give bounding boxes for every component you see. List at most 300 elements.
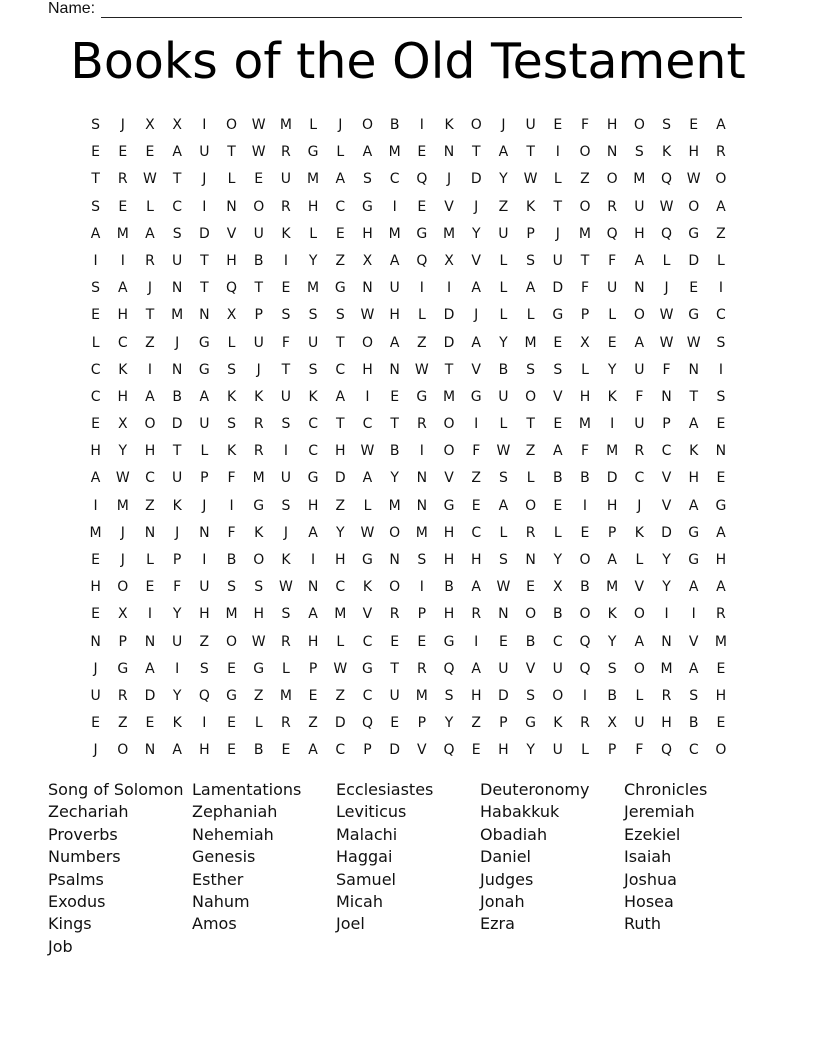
grid-letter: U <box>280 171 292 188</box>
grid-letter: H <box>362 225 373 242</box>
grid-letter: E <box>716 660 726 677</box>
grid-letter: I <box>202 715 207 732</box>
grid-letter: I <box>93 252 98 269</box>
grid-letter: T <box>172 171 182 188</box>
grid-letter: T <box>172 443 182 460</box>
grid-row <box>82 302 735 329</box>
grid-letter: A <box>362 144 373 161</box>
grid-letter: X <box>226 307 237 324</box>
grid-letter: L <box>254 715 263 732</box>
grid-letter: I <box>582 687 588 704</box>
grid-letter: N <box>362 280 373 297</box>
grid-letter: O <box>525 388 537 405</box>
grid-letter: G <box>688 524 700 541</box>
grid-letter: G <box>416 225 428 242</box>
grid-letter: C <box>362 633 373 650</box>
grid-letter: C <box>308 443 318 460</box>
grid-letter: T <box>336 416 345 433</box>
grid-letter: C <box>335 579 346 596</box>
grid-letter: W <box>143 171 157 188</box>
grid-letter: B <box>389 443 400 460</box>
grid-letter: W <box>115 470 130 487</box>
grid-letter: Z <box>335 687 346 704</box>
grid-letter: N <box>226 198 237 215</box>
grid-letter: S <box>716 334 726 351</box>
grid-row <box>82 438 735 465</box>
grid-letter: G <box>688 225 700 242</box>
grid-letter: T <box>526 416 535 433</box>
grid-letter: N <box>90 633 101 650</box>
grid-letter: E <box>716 470 726 487</box>
grid-letter: W <box>414 361 429 378</box>
grid-letter: C <box>90 388 101 405</box>
grid-letter: Y <box>607 361 617 378</box>
grid-letter: X <box>172 117 182 133</box>
grid-letter: T <box>444 361 454 378</box>
grid-letter: I <box>283 252 288 269</box>
word-list-item: Leviticus <box>336 802 407 822</box>
grid-letter: E <box>689 280 699 297</box>
grid-letter: G <box>552 307 564 324</box>
grid-letter: Y <box>662 579 671 596</box>
grid-letter: H <box>335 443 346 460</box>
grid-letter: O <box>144 416 156 433</box>
grid-letter: C <box>471 524 482 541</box>
grid-letter: S <box>281 606 291 623</box>
grid-letter: N <box>199 307 210 324</box>
grid-letter: D <box>443 307 455 324</box>
grid-letter: F <box>580 280 589 297</box>
grid-letter: V <box>634 579 645 596</box>
grid-letter: H <box>443 524 455 541</box>
grid-letter: L <box>363 497 372 514</box>
grid-letter: B <box>498 361 509 378</box>
grid-row <box>82 465 735 492</box>
grid-letter: O <box>688 198 700 215</box>
grid-letter: A <box>471 660 481 677</box>
grid-letter: M <box>578 225 592 242</box>
grid-letter: R <box>389 606 400 623</box>
grid-letter: Z <box>716 225 726 242</box>
grid-letter: S <box>172 225 182 242</box>
grid-letter: K <box>281 225 291 242</box>
grid-letter: A <box>117 280 128 297</box>
grid-letter: I <box>419 280 424 297</box>
grid-letter: E <box>227 742 236 759</box>
grid-letter: M <box>633 171 646 188</box>
grid-letter: Q <box>606 225 618 242</box>
grid-letter: S <box>526 687 536 704</box>
grid-letter: H <box>90 579 101 596</box>
word-list-item: Lamentations <box>192 780 302 799</box>
grid-letter: B <box>552 606 563 623</box>
grid-letter: H <box>443 552 455 568</box>
grid-row <box>82 520 735 547</box>
grid-letter: N <box>634 280 645 297</box>
grid-letter: M <box>415 524 428 541</box>
grid-letter: C <box>716 307 726 324</box>
grid-letter: Z <box>253 687 264 704</box>
grid-letter: P <box>200 470 209 487</box>
grid-letter: L <box>282 660 290 677</box>
grid-letter: E <box>580 524 590 541</box>
word-list-item: Psalms <box>48 869 104 889</box>
grid-letter: L <box>553 171 562 188</box>
grid-letter: E <box>118 198 128 215</box>
grid-letter: L <box>336 144 345 161</box>
grid-letter: L <box>499 524 508 541</box>
grid-letter: U <box>498 225 509 242</box>
grid-letter: Z <box>498 198 509 215</box>
grid-letter: Y <box>553 552 563 568</box>
word-list-item: Samuel <box>336 869 396 889</box>
grid-letter: N <box>661 388 672 405</box>
grid-letter: M <box>171 307 184 324</box>
grid-letter: E <box>281 280 291 297</box>
grid-letter: S <box>254 579 264 596</box>
grid-letter: S <box>417 552 427 568</box>
grid-letter: J <box>474 307 479 324</box>
grid-letter: Q <box>579 660 591 677</box>
grid-letter: N <box>144 742 156 759</box>
grid-letter: D <box>688 252 700 269</box>
grid-letter: P <box>607 524 617 541</box>
grid-letter: E <box>227 715 236 732</box>
grid-letter: R <box>281 198 291 215</box>
grid-letter: G <box>688 552 700 568</box>
grid-letter: V <box>471 252 481 269</box>
grid-letter: U <box>552 252 563 269</box>
grid-letter: F <box>635 742 644 759</box>
grid-letter: O <box>579 552 591 568</box>
grid-row <box>82 683 735 710</box>
grid-letter: S <box>199 660 209 677</box>
grid-letter: W <box>496 579 511 596</box>
grid-letter: Y <box>499 334 508 351</box>
grid-letter: O <box>253 552 265 568</box>
grid-letter: S <box>308 307 318 324</box>
grid-letter: Z <box>308 715 318 732</box>
grid-letter: V <box>661 470 672 487</box>
grid-letter: I <box>555 144 560 161</box>
grid-letter: U <box>199 416 210 433</box>
grid-letter: L <box>581 742 589 759</box>
grid-letter: G <box>688 307 700 324</box>
grid-letter: S <box>662 117 671 133</box>
grid-letter: A <box>335 388 346 405</box>
grid-letter: O <box>525 497 537 514</box>
grid-letter: T <box>471 144 481 161</box>
grid-letter: S <box>498 552 508 568</box>
grid-letter: T <box>580 252 590 269</box>
grid-letter: B <box>172 388 182 405</box>
word-list-item: Haggai <box>336 847 393 867</box>
grid-letter: D <box>470 171 482 188</box>
grid-letter: E <box>335 225 345 242</box>
letter-grid <box>82 112 735 765</box>
grid-letter: Z <box>117 715 128 732</box>
grid-letter: E <box>91 606 101 623</box>
grid-letter: M <box>388 497 401 514</box>
grid-letter: O <box>470 117 482 133</box>
grid-letter: Z <box>417 334 427 351</box>
word-list-item: Nahum <box>192 891 250 911</box>
grid-letter: G <box>334 280 346 297</box>
grid-letter: L <box>635 687 644 704</box>
grid-letter: A <box>607 552 617 568</box>
grid-letter: X <box>117 606 128 623</box>
grid-letter: U <box>634 416 645 433</box>
grid-letter: R <box>416 660 427 677</box>
grid-letter: X <box>117 416 128 433</box>
grid-letter: R <box>471 606 482 623</box>
grid-letter: A <box>90 470 101 487</box>
word-list-item: Song of Solomon <box>48 780 184 799</box>
grid-letter: J <box>120 117 125 133</box>
grid-row <box>82 357 735 384</box>
grid-letter: G <box>443 497 455 514</box>
word-list-item: Daniel <box>480 847 531 867</box>
grid-letter: T <box>553 198 563 215</box>
grid-letter: A <box>688 579 699 596</box>
grid-letter: C <box>362 687 373 704</box>
grid-letter: O <box>579 144 591 161</box>
word-list-item: Ezekiel <box>624 824 681 844</box>
grid-letter: I <box>419 117 424 133</box>
grid-letter: C <box>90 361 101 378</box>
grid-letter: L <box>336 633 345 650</box>
grid-letter: J <box>175 524 180 541</box>
name-blank-line[interactable] <box>101 3 742 18</box>
grid-letter: X <box>444 252 454 269</box>
grid-letter: F <box>608 252 617 269</box>
grid-letter: A <box>308 742 318 759</box>
grid-letter: U <box>498 388 509 405</box>
grid-letter: A <box>498 144 509 161</box>
grid-letter: W <box>659 198 674 215</box>
name-field[interactable] <box>48 0 742 18</box>
grid-letter: H <box>715 687 727 704</box>
grid-letter: U <box>634 198 645 215</box>
grid-letter: K <box>607 388 617 405</box>
grid-letter: Y <box>336 524 345 541</box>
grid-letter: P <box>172 552 182 568</box>
grid-letter: T <box>254 280 263 297</box>
grid-letter: K <box>172 715 182 732</box>
grid-letter: U <box>172 470 183 487</box>
grid-letter: G <box>443 633 455 650</box>
grid-letter: D <box>334 715 346 732</box>
grid-letter: E <box>254 171 264 188</box>
grid-letter: R <box>281 633 291 650</box>
grid-row <box>82 194 735 221</box>
grid-letter: O <box>606 171 618 188</box>
grid-letter: T <box>689 388 698 405</box>
grid-letter: E <box>526 579 536 596</box>
grid-letter: H <box>335 552 346 568</box>
grid-letter: B <box>253 252 264 269</box>
grid-letter: L <box>499 252 508 269</box>
grid-letter: O <box>226 117 238 133</box>
grid-letter: C <box>172 198 183 215</box>
grid-letter: G <box>362 198 373 215</box>
word-list-item: Proverbs <box>48 824 118 844</box>
grid-letter: G <box>307 144 319 161</box>
grid-letter: D <box>498 687 509 704</box>
grid-row <box>82 601 735 628</box>
grid-letter: L <box>309 225 317 242</box>
grid-letter: Q <box>661 171 673 188</box>
grid-row <box>82 139 735 166</box>
grid-letter: N <box>199 524 210 541</box>
grid-letter: G <box>307 470 319 487</box>
grid-letter: L <box>581 361 589 378</box>
grid-letter: S <box>689 687 699 704</box>
grid-letter: W <box>659 334 674 351</box>
grid-letter: E <box>145 144 155 161</box>
grid-letter: S <box>281 416 291 433</box>
grid-letter: I <box>392 198 397 215</box>
grid-letter: O <box>579 606 591 623</box>
grid-letter: H <box>144 443 156 460</box>
grid-letter: G <box>362 552 373 568</box>
grid-letter: I <box>365 388 370 405</box>
grid-row <box>82 574 735 601</box>
grid-letter: U <box>552 660 563 677</box>
grid-letter: H <box>498 742 509 759</box>
grid-letter: T <box>227 144 236 161</box>
grid-letter: K <box>254 524 264 541</box>
grid-letter: A <box>552 443 563 460</box>
grid-letter: C <box>634 470 645 487</box>
grid-letter: C <box>335 198 346 215</box>
grid-letter: E <box>118 144 128 161</box>
grid-letter: J <box>175 334 180 351</box>
grid-letter: A <box>498 497 509 514</box>
grid-row <box>82 330 735 357</box>
word-list-item: Micah <box>336 891 383 911</box>
grid-letter: Z <box>525 443 536 460</box>
grid-letter: L <box>608 307 617 324</box>
word-list-item: Amos <box>192 914 237 934</box>
grid-letter: M <box>89 524 102 541</box>
grid-letter: E <box>607 334 617 351</box>
grid-letter: I <box>610 416 615 433</box>
grid-letter: W <box>496 443 511 460</box>
grid-letter: Z <box>145 334 155 351</box>
grid-letter: I <box>446 280 452 297</box>
grid-letter: A <box>389 334 400 351</box>
grid-letter: M <box>714 633 727 650</box>
grid-letter: K <box>607 606 617 623</box>
grid-letter: P <box>417 715 427 732</box>
grid-letter: I <box>582 497 588 514</box>
grid-letter: Q <box>661 742 673 759</box>
grid-letter: N <box>171 280 183 297</box>
word-list-item: Deuteronomy <box>480 780 590 799</box>
grid-letter: T <box>145 307 155 324</box>
grid-letter: R <box>716 606 726 623</box>
grid-letter: W <box>659 307 674 324</box>
grid-letter: J <box>283 524 288 541</box>
grid-letter: S <box>227 416 236 433</box>
grid-letter: H <box>389 307 400 324</box>
grid-letter: W <box>360 524 375 541</box>
grid-letter: E <box>471 497 481 514</box>
grid-letter: T <box>336 334 345 351</box>
word-column <box>480 779 624 958</box>
grid-letter: P <box>607 742 617 759</box>
grid-row <box>82 656 735 683</box>
grid-letter: E <box>91 416 101 433</box>
grid-letter: E <box>91 715 101 732</box>
grid-letter: E <box>417 633 427 650</box>
grid-letter: D <box>171 416 183 433</box>
grid-letter: N <box>171 361 183 378</box>
grid-letter: P <box>417 606 427 623</box>
grid-letter: L <box>717 252 725 269</box>
word-list-item: Obadiah <box>480 824 548 844</box>
grid-letter: W <box>251 633 266 650</box>
grid-letter: Z <box>471 715 482 732</box>
grid-letter: Z <box>145 497 155 514</box>
grid-letter: Q <box>416 171 428 188</box>
grid-letter: H <box>634 225 645 242</box>
grid-letter: X <box>607 715 617 732</box>
grid-letter: A <box>308 524 318 541</box>
grid-letter: A <box>716 198 726 215</box>
grid-letter: C <box>362 416 373 433</box>
grid-letter: Q <box>361 715 373 732</box>
grid-letter: J <box>147 280 153 297</box>
word-list-item: Malachi <box>336 824 398 844</box>
grid-letter: H <box>90 443 101 460</box>
grid-letter: Y <box>662 552 671 568</box>
grid-letter: O <box>253 198 265 215</box>
grid-letter: O <box>579 198 591 215</box>
word-column <box>624 779 768 958</box>
grid-letter: H <box>253 606 264 623</box>
grid-letter: L <box>526 307 535 324</box>
grid-letter: A <box>634 252 645 269</box>
grid-letter: A <box>471 280 481 297</box>
grid-letter: F <box>472 443 481 460</box>
grid-letter: J <box>474 198 479 215</box>
grid-letter: N <box>416 470 428 487</box>
grid-letter: Y <box>499 171 508 188</box>
grid-letter: S <box>281 307 291 324</box>
grid-letter: M <box>279 687 292 704</box>
grid-letter: V <box>444 470 454 487</box>
grid-letter: S <box>91 117 101 133</box>
grid-letter: L <box>146 198 154 215</box>
grid-letter: M <box>252 470 265 487</box>
grid-letter: F <box>580 443 589 460</box>
grid-letter: N <box>144 633 156 650</box>
grid-letter: K <box>118 361 128 378</box>
grid-letter: R <box>253 443 264 460</box>
grid-letter: K <box>553 715 563 732</box>
grid-letter: B <box>226 552 237 568</box>
grid-letter: Q <box>579 633 591 650</box>
word-list-item: Esther <box>192 869 244 889</box>
grid-letter: T <box>526 144 535 161</box>
grid-letter: A <box>716 117 726 133</box>
grid-row <box>82 166 735 193</box>
grid-letter: V <box>552 388 563 405</box>
grid-letter: S <box>91 198 101 215</box>
grid-letter: O <box>715 742 727 759</box>
